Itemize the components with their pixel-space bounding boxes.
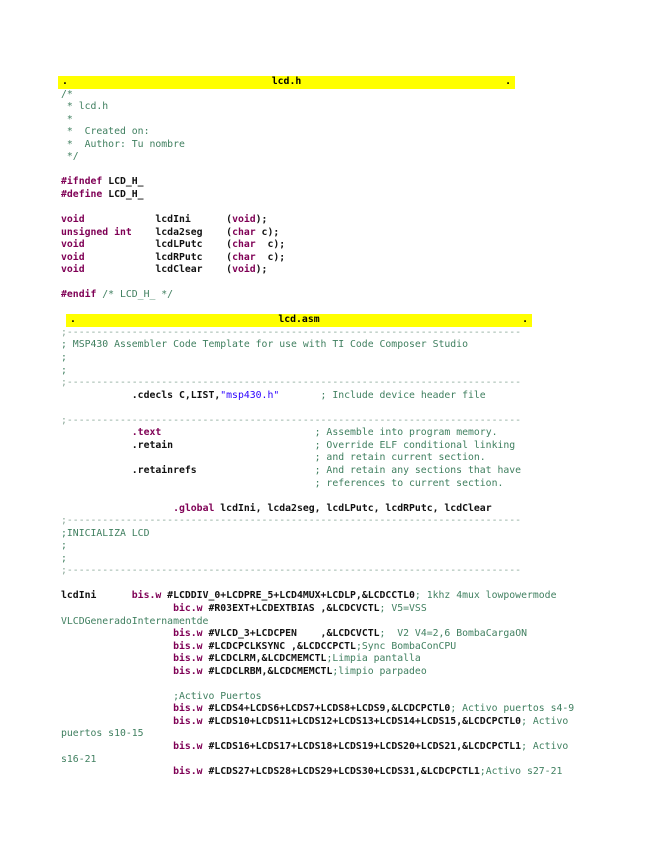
code-text: lcdLPutc (155, 239, 227, 251)
code-text (279, 390, 320, 401)
code-comment: ;Activo Puertos (173, 690, 262, 702)
code-text: lcdClear (155, 264, 227, 276)
code-text (61, 603, 173, 614)
code-comment: ;limpio parpadeo (332, 665, 427, 677)
code-line (61, 89, 574, 102)
code-line (61, 452, 574, 465)
code-keyword: char (232, 251, 256, 263)
code-line (61, 528, 574, 541)
code-keyword: void (232, 214, 256, 226)
file-title: lcd.asm (278, 314, 320, 326)
code-keyword: #define (61, 188, 103, 200)
code-line (61, 590, 574, 603)
code-text (61, 691, 173, 702)
code-keyword: #ifndef (61, 176, 103, 188)
code-text (61, 452, 315, 463)
code-text: .retainrefs (61, 464, 315, 476)
code-keyword: void (61, 264, 156, 276)
code-text: #LCDS16+LCDS17+LCDS18+LCDS19+LCDS20+LCDS21,&LCDCPCTL1 (202, 740, 522, 752)
code-keyword: bis.w (173, 628, 203, 640)
code-text: ( (226, 226, 233, 238)
code-line (61, 339, 574, 352)
file-title-bar (58, 76, 515, 89)
code-line (61, 327, 574, 340)
code-line (61, 628, 574, 641)
code-line (61, 565, 574, 578)
code-line (61, 139, 574, 152)
code-line (61, 465, 574, 478)
code-line (61, 277, 574, 290)
code-line (61, 352, 574, 365)
code-comment: ;----------------------------------------------------------------------------- (61, 414, 522, 426)
code-line (61, 641, 574, 654)
code-keyword: bis.w (173, 665, 203, 677)
code-text (61, 716, 173, 727)
code-comment: puertos s10-15 (61, 728, 144, 740)
code-line (61, 365, 574, 378)
code-text (61, 478, 315, 489)
code-keyword: void (61, 239, 156, 251)
code-line (61, 754, 574, 767)
code-keyword: #endif (61, 289, 97, 301)
code-comment: ; V2 V4=2,6 BombaCargaON (379, 628, 527, 640)
code-text: #LCDS27+LCDS28+LCDS29+LCDS30+LCDS31,&LCDCPCTL1 (202, 766, 480, 778)
code-keyword: unsigned int (61, 226, 156, 238)
code-line (61, 603, 574, 616)
code-line (61, 264, 574, 277)
code-comment: ;----------------------------------------------------------------------------- (61, 377, 522, 389)
code-line (61, 678, 574, 691)
code-comment: ; And retain any sections that have (314, 464, 522, 476)
code-comment: ; Assemble into program memory. (314, 427, 498, 439)
code-line (61, 151, 574, 164)
code-line (61, 302, 574, 315)
code-text: .cdecls C,LIST, (61, 389, 221, 401)
code-comment: ;Activo s27-21 (479, 766, 563, 778)
code-comment: ; (61, 552, 67, 564)
code-text: #LCDS10+LCDS11+LCDS12+LCDS13+LCDS14+LCDS15,&LCDCPCTL0 (202, 715, 522, 727)
code-line (61, 616, 574, 629)
code-keyword: bis.w (131, 590, 162, 602)
code-line (61, 114, 574, 127)
file-left-mark: . (62, 76, 68, 87)
code-line (61, 503, 574, 516)
code-comment: ; (61, 364, 67, 376)
code-comment: ;INICIALIZA LCD (61, 527, 150, 539)
code-text: ( (226, 251, 233, 263)
code-comment: ; Override ELF conditional linking (314, 439, 516, 451)
code-comment: ; Include device header file (320, 389, 486, 401)
code-comment: ;Sync BombaConCPU (355, 640, 457, 652)
code-line (61, 415, 574, 428)
code-line (61, 766, 574, 779)
code-line (61, 214, 574, 227)
code-comment: ; and retain current section. (314, 452, 486, 464)
code-comment: /* (61, 88, 73, 100)
code-keyword: void (61, 214, 156, 226)
code-comment: VLCDGeneradoInternamentde (61, 615, 209, 627)
code-line (61, 227, 574, 240)
code-document (61, 76, 574, 779)
code-line (61, 666, 574, 679)
code-comment: * lcd.h (61, 101, 109, 113)
code-comment: * Created on: (61, 126, 150, 138)
code-text: c); (255, 239, 286, 251)
code-text (61, 666, 173, 677)
code-line (61, 716, 574, 729)
code-comment: * (61, 113, 73, 125)
code-line (61, 540, 574, 553)
code-line (61, 402, 574, 415)
code-line (61, 478, 574, 491)
code-line (61, 252, 574, 265)
code-keyword: bis.w (173, 740, 203, 752)
code-line (61, 176, 574, 189)
code-text (61, 641, 173, 652)
code-comment: s16-21 (61, 753, 97, 765)
code-text: .retain (61, 439, 315, 451)
code-keyword: bis.w (173, 653, 203, 665)
code-keyword: bis.w (173, 640, 203, 652)
code-text: lcdIni, lcda2seg, lcdLPutc, lcdRPutc, lcdClear (214, 502, 492, 514)
code-keyword: .global (173, 502, 215, 514)
code-comment: ; Activo puertos s4-9 (450, 703, 575, 715)
code-line (61, 390, 574, 403)
code-comment: ; references to current section. (314, 477, 504, 489)
code-text: lcdIni (61, 590, 132, 602)
code-keyword: .text (131, 427, 162, 439)
code-string: "msp430.h" (220, 389, 280, 401)
code-text: LCD_H_ (102, 188, 144, 200)
code-comment: ; MSP430 Assembler Code Template for use with TI Code Composer Studio (61, 339, 468, 351)
code-line (61, 741, 574, 754)
code-keyword: void (232, 264, 256, 276)
code-text (61, 628, 173, 639)
code-text: LCD_H_ (102, 176, 144, 188)
code-text: ( (226, 264, 233, 276)
code-line (61, 377, 574, 390)
code-comment: ; Activo (521, 715, 569, 727)
code-keyword: bis.w (173, 715, 203, 727)
code-comment: /* LCD_H_ */ (96, 289, 174, 301)
code-text: ( (226, 214, 233, 226)
code-text (61, 703, 173, 714)
code-text (61, 653, 173, 664)
code-text: #R03EXT+LCDEXTBIAS ,&LCDCVCTL (202, 602, 380, 614)
code-text: #LCDCPCLKSYNC ,&LCDCCPCTL (202, 640, 356, 652)
code-line (61, 440, 574, 453)
code-comment: ;----------------------------------------------------------------------------- (61, 565, 522, 577)
code-line (61, 289, 574, 302)
code-text: #LCDCLRBM,&LCDCMEMCTL (202, 665, 333, 677)
code-text: ( (226, 239, 233, 251)
code-line (61, 728, 574, 741)
code-line (61, 189, 574, 202)
code-text (61, 503, 173, 514)
code-line (61, 515, 574, 528)
code-text: lcdIni (155, 214, 227, 226)
code-text: ); (255, 214, 268, 226)
code-text: c); (255, 226, 280, 238)
code-line (61, 201, 574, 214)
code-comment: ; Activo (521, 740, 569, 752)
code-line (61, 126, 574, 139)
code-line (61, 703, 574, 716)
file-left-mark: . (70, 314, 76, 326)
code-line (61, 553, 574, 566)
code-keyword: char (232, 239, 256, 251)
code-keyword: bic.w (173, 602, 203, 614)
code-comment: ; 1khz 4mux lowpowermode (414, 590, 557, 602)
code-line (61, 164, 574, 177)
code-comment: ; (61, 352, 67, 364)
code-line (61, 578, 574, 591)
code-text: #LCDCLRM,&LCDCMEMCTL (202, 653, 327, 665)
code-text (61, 741, 173, 752)
file-right-mark: . (505, 76, 511, 87)
code-comment: * Author: Tu nombre (61, 138, 185, 150)
code-text: ); (255, 264, 268, 276)
file-title-bar (66, 314, 532, 327)
code-comment: */ (61, 151, 79, 163)
code-line (61, 427, 574, 440)
code-comment: ;----------------------------------------------------------------------------- (61, 326, 522, 338)
code-text (61, 427, 132, 438)
code-comment: ; (61, 540, 67, 552)
code-keyword: void (61, 251, 156, 263)
code-comment: ; V5=VSS (379, 602, 427, 614)
file-right-mark: . (522, 314, 528, 326)
code-text: #VLCD_3+LCDCPEN ,&LCDCVCTL (202, 628, 380, 640)
code-line (61, 653, 574, 666)
file-title: lcd.h (271, 76, 302, 87)
code-text: #LCDS4+LCDS6+LCDS7+LCDS8+LCDS9,&LCDCPCTL0 (202, 703, 451, 715)
code-line (61, 239, 574, 252)
code-text (161, 427, 314, 438)
code-line (61, 691, 574, 704)
code-keyword: bis.w (173, 766, 203, 778)
code-line (61, 490, 574, 503)
code-keyword: char (232, 226, 256, 238)
code-text: lcda2seg (155, 226, 227, 238)
code-text (61, 766, 173, 777)
code-text: lcdRPutc (155, 251, 227, 263)
code-comment: ;----------------------------------------------------------------------------- (61, 515, 522, 527)
code-text: c); (255, 251, 286, 263)
code-text: #LCDDIV_0+LCDPRE_5+LCD4MUX+LCDLP,&LCDCCTL0 (161, 590, 415, 602)
code-line (61, 101, 574, 114)
code-keyword: bis.w (173, 703, 203, 715)
code-comment: ;Limpia pantalla (326, 653, 421, 665)
